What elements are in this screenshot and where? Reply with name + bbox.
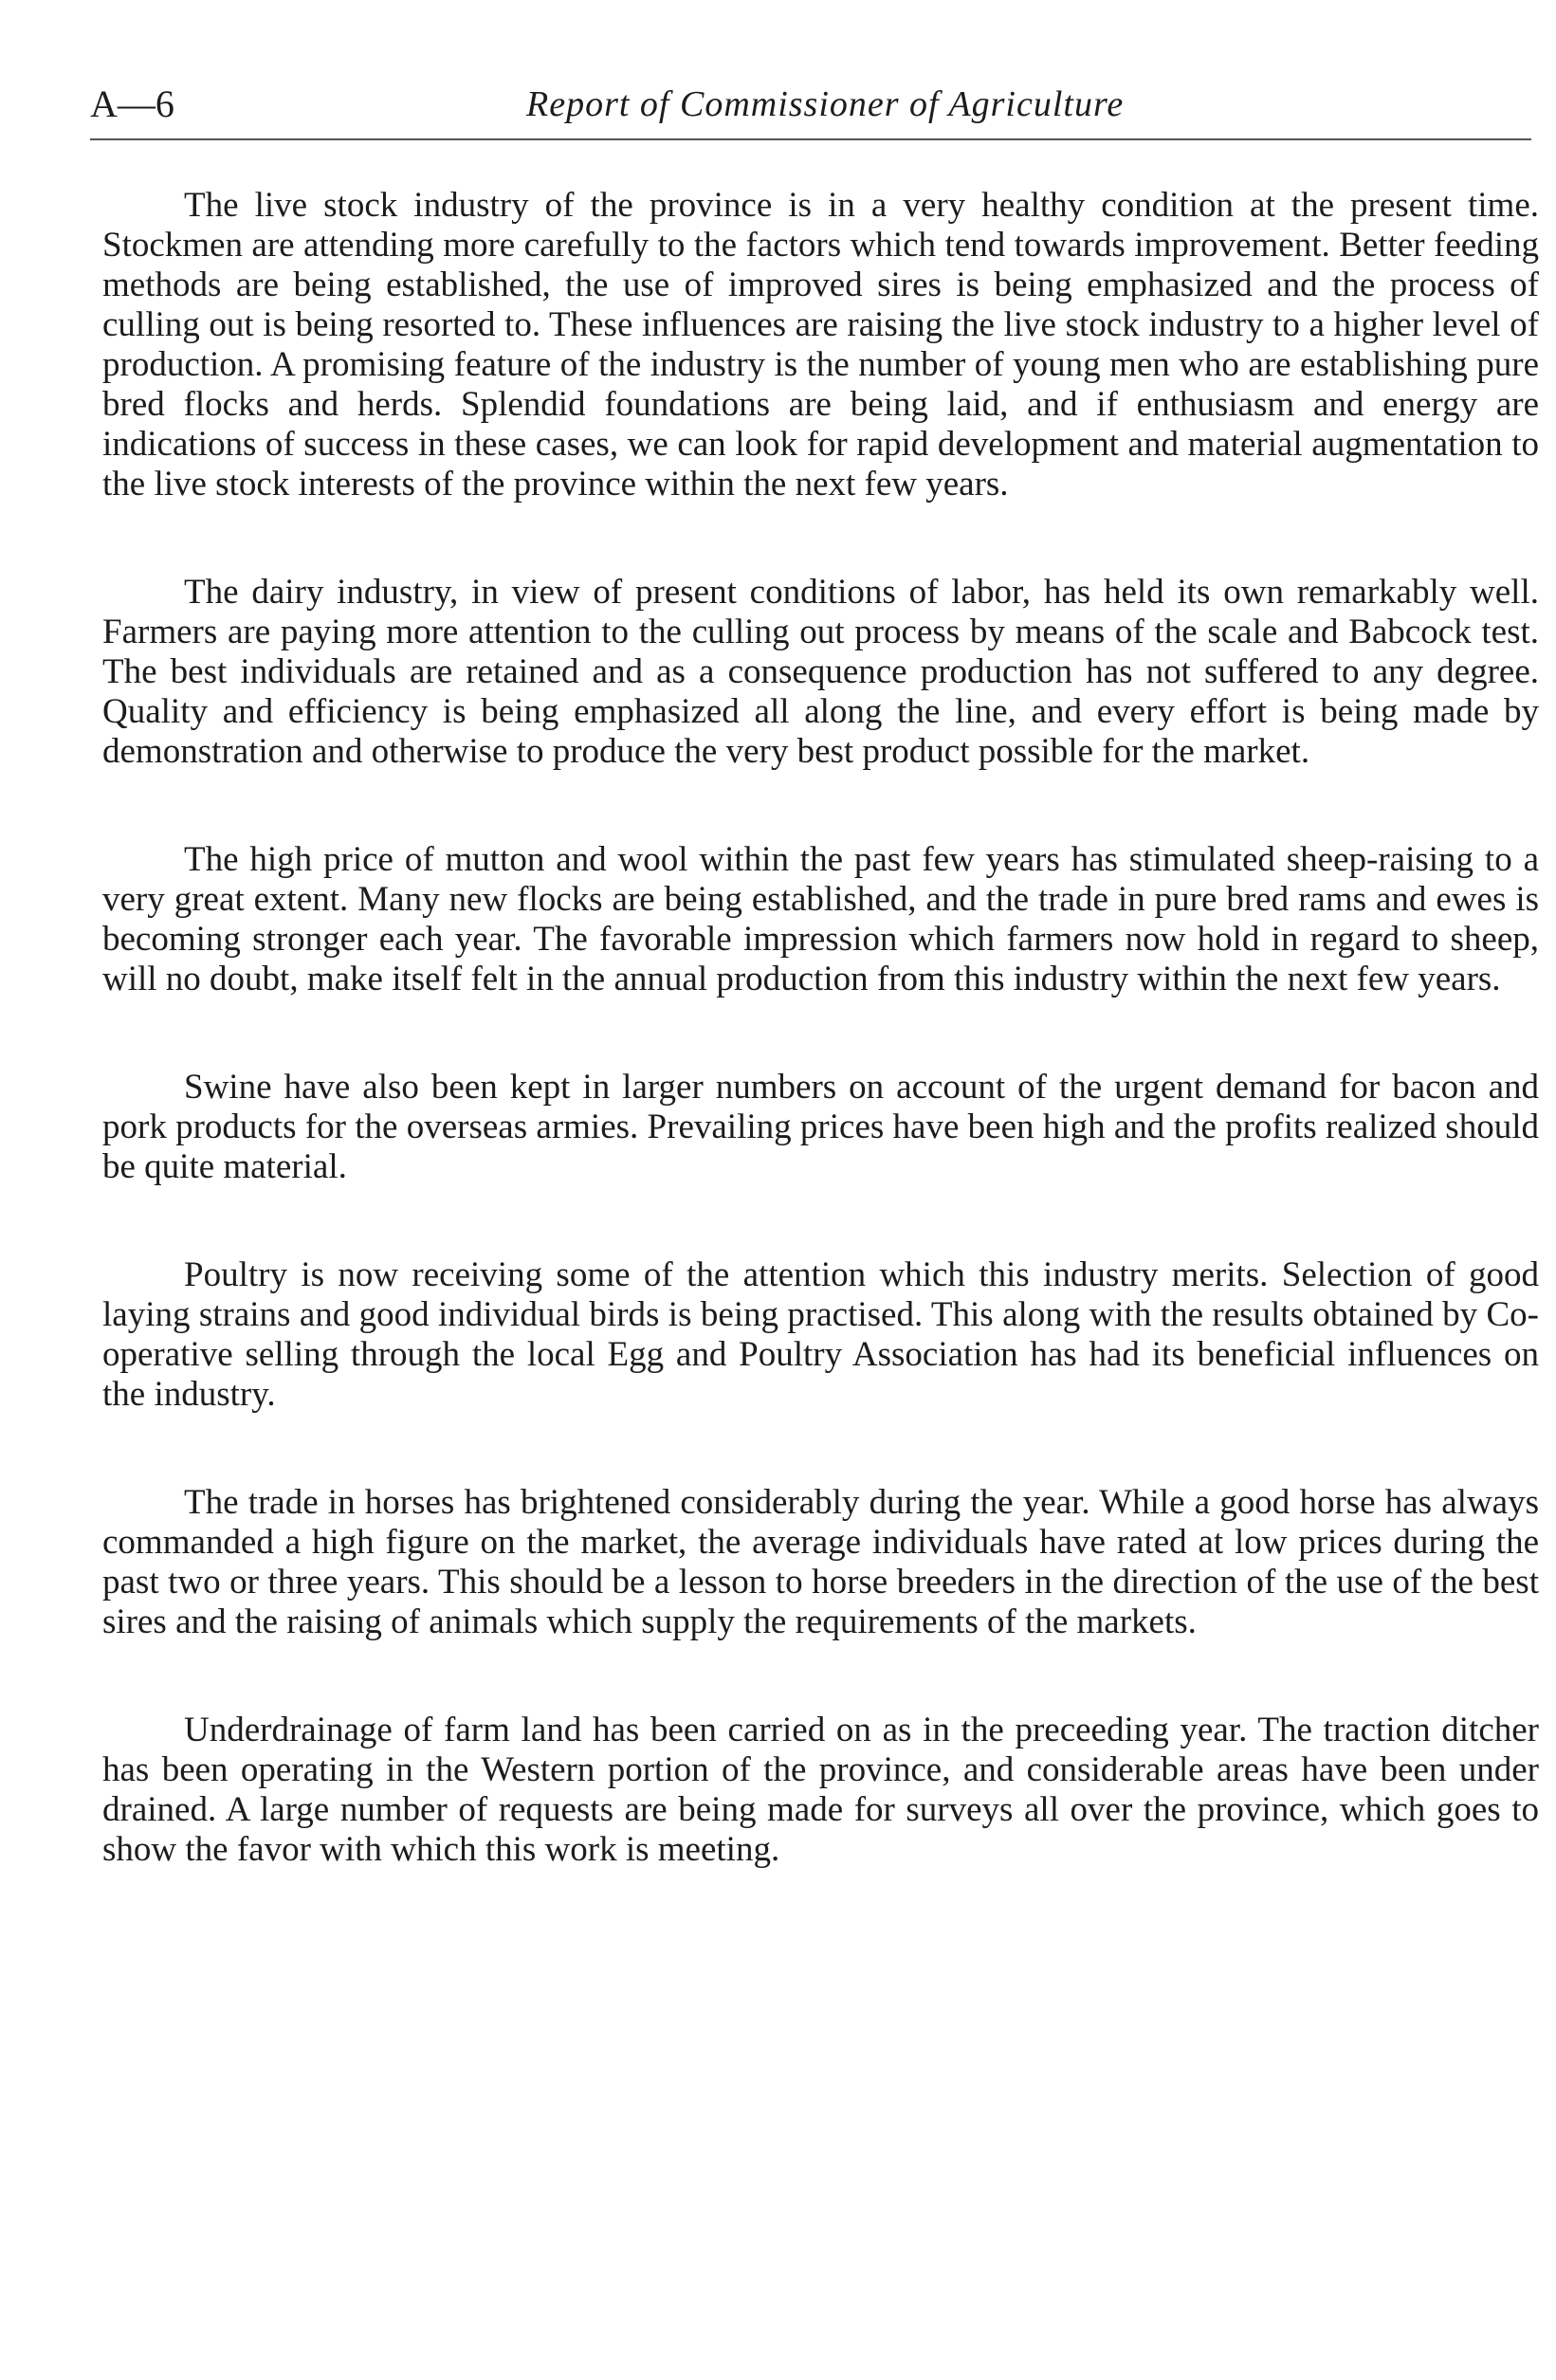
page-number: A—6: [90, 82, 174, 125]
paragraph-poultry: Poultry is now receiving some of the attention which this industry merits. Selection of good laying strains and good individual birds is being practised. This along with the results obtained by Co-operative selling through the local Egg and Poultry Association has had its beneficial influences on the industry.: [102, 1255, 1539, 1414]
running-title: Report of Commissioner of Agriculture: [526, 84, 1125, 124]
paragraph-dairy: The dairy industry, in view of present conditions of labor, has held its own remarkably well. Farmers are paying more attention to the culling out process by means of the scale and Babcock test. The best individuals are retained and as a consequence production has not suffered to any degree. Quality and efficiency is being emphasized all along the line, and every effort is being made by demonstration and otherwise to produce the very best product possible for the market.: [102, 573, 1539, 771]
paragraph-live-stock: The live stock industry of the province is in a very healthy condition at the present time. Stockmen are attending more carefully to the factors which tend towards improvement. Better feeding methods are being established, the use of improved sires is being emphasized and the process of culling out is being resorted to. These influences are raising the live stock industry to a higher level of production. A promising feature of the industry is the number of young men who are establishing pure bred flocks and herds. Splendid foundations are being laid, and if enthusiasm and energy are indications of success in these cases, we can look for rapid development and material augmentation to the live stock interests of the province within the next few years.: [102, 186, 1539, 503]
page-header: [90, 80, 1531, 140]
paragraph-sheep: The high price of mutton and wool within the past few years has stimulated sheep-raising to a very great extent. Many new flocks are being established, and the trade in pure bred rams and ewes is becoming stronger each year. The favorable impression which farmers now hold in regard to sheep, will no doubt, make itself felt in the annual production from this industry within the next few years.: [102, 840, 1539, 998]
paragraph-swine: Swine have also been kept in larger numbers on account of the urgent demand for bacon and pork products for the overseas armies. Prevailing prices have been high and the profits realized should be quite material.: [102, 1068, 1539, 1186]
paragraph-underdrainage: Underdrainage of farm land has been carried on as in the preceeding year. The traction ditcher has been operating in the Western portion of the province, and considerable areas have been under drained. A large number of requests are being made for surveys all over the province, which goes to show the favor with which this work is meeting.: [102, 1711, 1539, 1869]
paragraph-horses: The trade in horses has brightened considerably during the year. While a good horse has always commanded a high figure on the market, the average individuals have rated at low prices during the past two or three years. This should be a lesson to horse breeders in the direction of the use of the best sires and the raising of animals which supply the requirements of the markets.: [102, 1483, 1539, 1641]
body-text: [102, 186, 1539, 1938]
